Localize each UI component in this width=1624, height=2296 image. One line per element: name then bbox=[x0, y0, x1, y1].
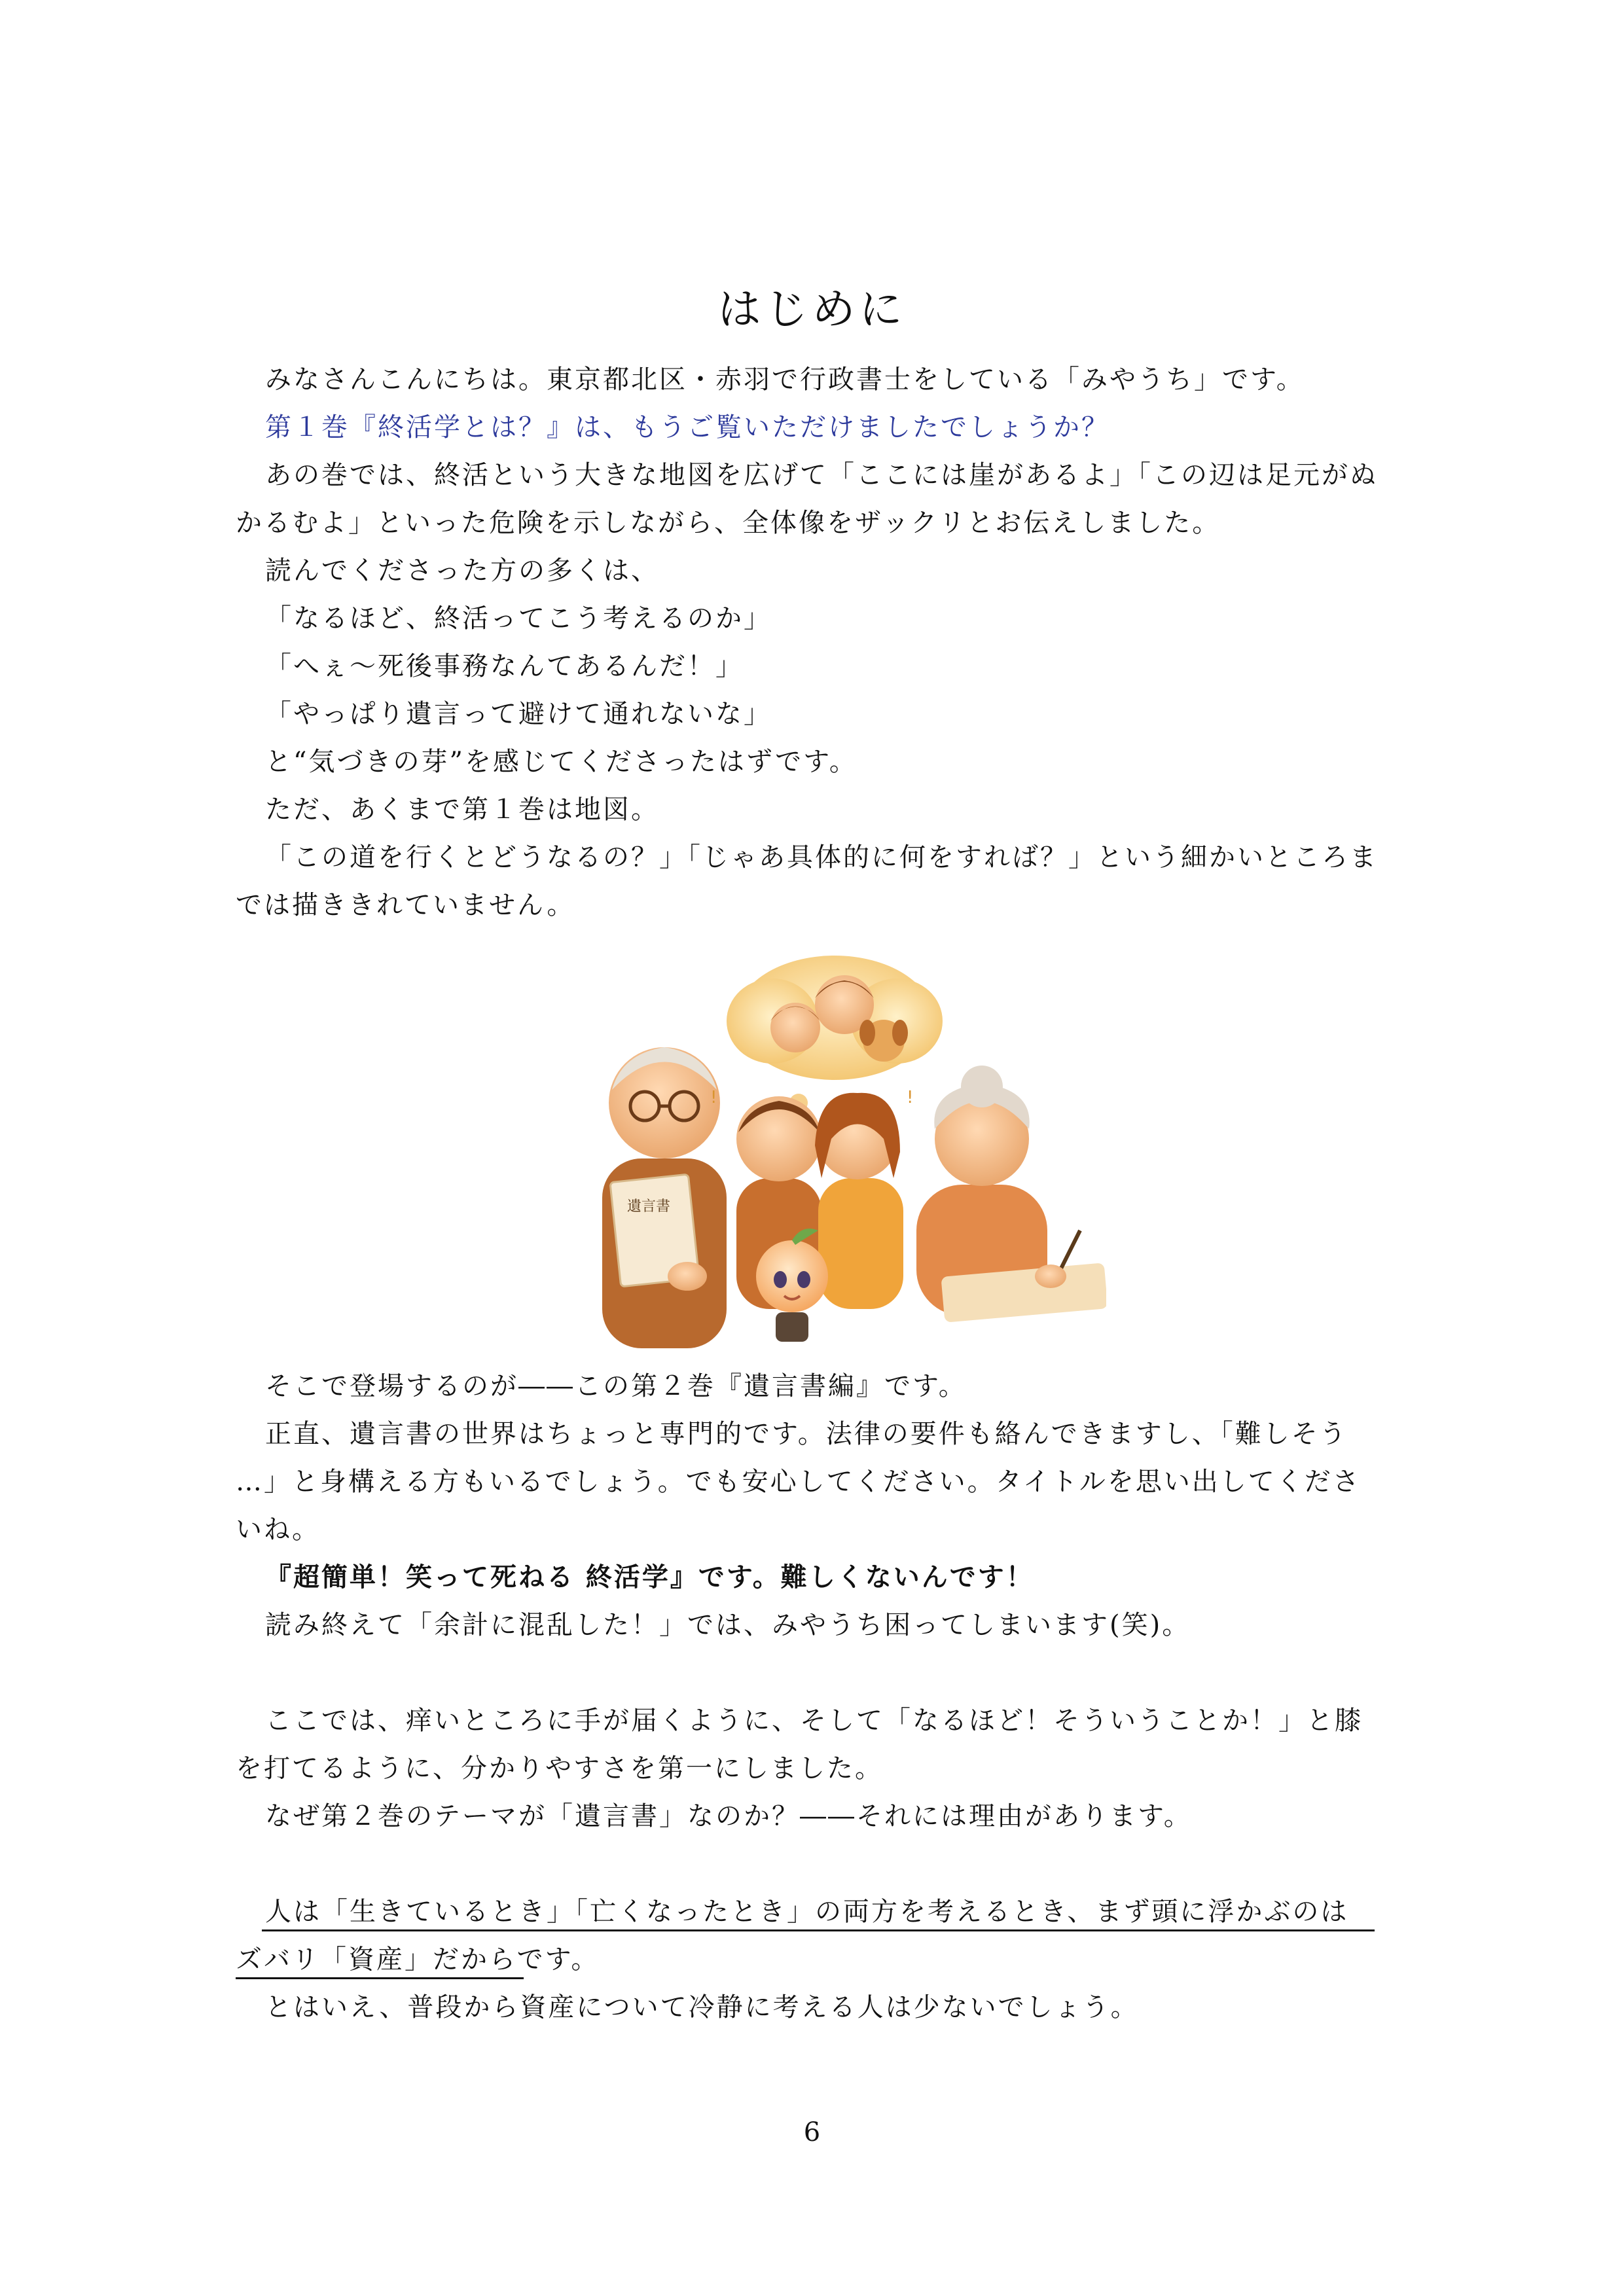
paragraph-line: いね。 bbox=[236, 1515, 320, 1545]
underline bbox=[236, 1977, 524, 1979]
paragraph-line: 「この道を行くとどうなるの？」「じゃあ具体的に何をすれば？」という細かいところま bbox=[265, 842, 1378, 872]
page-number: 6 bbox=[803, 2117, 821, 2147]
grandfather-figure bbox=[602, 1047, 727, 1348]
grandmother-figure bbox=[916, 1066, 1106, 1323]
paragraph-line: 「やっぱり遺言って避けて通れないな」 bbox=[265, 699, 772, 729]
paragraph-line: そこで登場するのが――この第２巻『遺言書編』です。 bbox=[265, 1371, 967, 1401]
paragraph-line: あの巻では、終活という大きな地図を広げて「ここには崖があるよ」「この辺は足元がぬ bbox=[265, 460, 1378, 490]
family-illustration bbox=[576, 942, 1106, 1348]
paragraph-line: 読み終えて「余計に混乱した！」では、みやうち困ってしまいます(笑)。 bbox=[265, 1610, 1191, 1640]
paragraph-line: なぜ第２巻のテーマが「遺言書」なのか？――それには理由があります。 bbox=[265, 1801, 1192, 1831]
paragraph-line: 「なるほど、終活ってこう考えるのか」 bbox=[265, 603, 772, 634]
paragraph-line: かるむよ」といった危険を示しながら、全体像をザックリとお伝えしました。 bbox=[236, 508, 1221, 538]
paragraph-line: …」と身構える方もいるでしょう。でも安心してください。タイトルを思い出してくださ bbox=[236, 1467, 1361, 1497]
svg-text:!: ! bbox=[710, 1088, 717, 1107]
paragraph-line: を打てるように、分かりやすさを第一にしました。 bbox=[236, 1753, 883, 1784]
paragraph-line: では描ききれていません。 bbox=[236, 890, 575, 920]
paragraph-line-emphasis: 『超簡単！笑って死ねる 終活学』です。難しくないんです！ bbox=[265, 1562, 1034, 1592]
document-label: 遺言書 bbox=[627, 1198, 671, 1215]
paragraph-line-underlined: ズバリ「資産」だからです。 bbox=[236, 1945, 600, 1975]
paragraph-line: ただ、あくまで第１巻は地図。 bbox=[265, 795, 659, 825]
paragraph-line: みなさんこんにちは。東京都北区・赤羽で行政書士をしている「みやうち」です。 bbox=[265, 365, 1305, 395]
paragraph-line-underlined: 人は「生きているとき」「亡くなったとき」の両方を考えるとき、まず頭に浮かぶのは bbox=[265, 1897, 1349, 1927]
paragraph-line: 「へぇ～死後事務なんてあるんだ！」 bbox=[265, 651, 744, 681]
paragraph-line: とはいえ、普段から資産について冷静に考える人は少ないでしょう。 bbox=[265, 1992, 1139, 2022]
page-title: はじめに bbox=[717, 284, 907, 334]
paragraph-line: 読んでくださった方の多くは、 bbox=[265, 556, 659, 586]
underline bbox=[262, 1929, 1375, 1931]
paragraph-line: 正直、遺言書の世界はちょっと専門的です。法律の要件も絡んできますし、「難しそう bbox=[265, 1419, 1348, 1449]
paragraph-line: と“気づきの芽”を感じてくださったはずです。 bbox=[265, 747, 857, 777]
paragraph-line-highlight: 第１巻『終活学とは？』は、もうご覧いただけましたでしょうか？ bbox=[265, 412, 1110, 442]
paragraph-line: ここでは、痒いところに手が届くように、そして「なるほど！そういうことか！」と膝 bbox=[265, 1706, 1363, 1736]
svg-text:!: ! bbox=[907, 1088, 914, 1107]
